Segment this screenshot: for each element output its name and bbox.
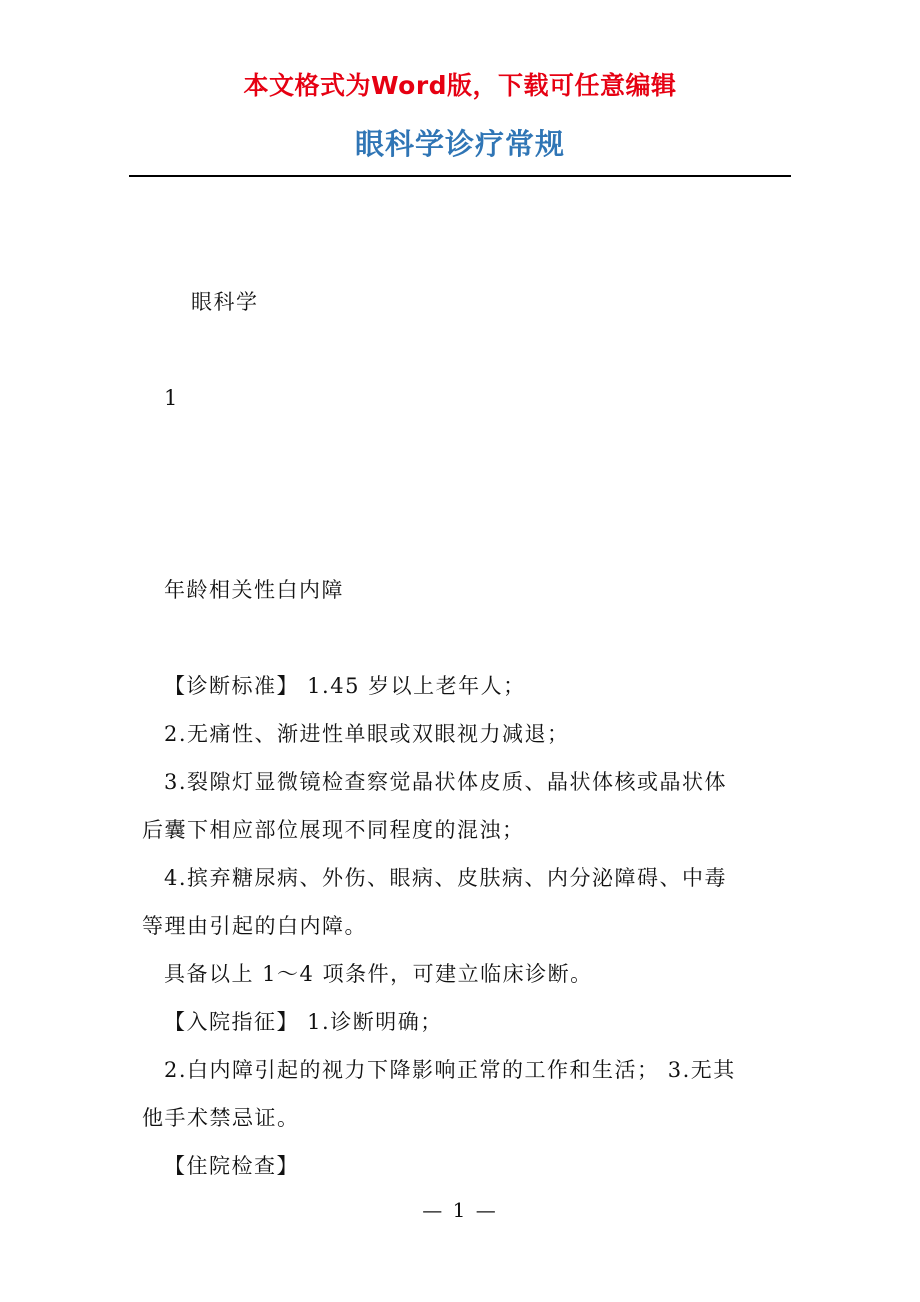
paragraph-line: 【入院指征】 1.诊断明确； [164,1010,443,1034]
chapter-number: 1 [164,386,179,410]
paragraph-line: 3.裂隙灯显微镜检查察觉晶状体皮质、晶状体核或晶状体 [164,770,728,794]
header-divider [129,175,791,177]
paragraph-line: 2.无痛性、渐进性单眼或双眼视力减退； [164,722,570,746]
paragraph-line: 2.白内障引起的视力下降影响正常的工作和生活； 3.无其 [164,1058,736,1082]
paragraph-line: 后囊下相应部位展现不同程度的混浊； [142,818,525,842]
document-title: 眼科学诊疗常规 [354,127,565,161]
paragraph-line: 等理由引起的白内障。 [142,914,367,938]
paragraph-line: 【住院检查】 [164,1154,299,1178]
page-number: — 1 — [422,1198,498,1222]
paragraph-line: 4.摈弃糖尿病、外伤、眼病、皮肤病、内分泌障碍、中毒 [164,866,728,890]
subject-heading: 眼科学 [191,290,259,314]
paragraph-line: 【诊断标准】 1.45 岁以上老年人； [164,674,526,698]
paragraph-line: 他手术禁忌证。 [142,1106,300,1130]
paragraph-line: 具备以上 1～4 项条件，可建立临床诊断。 [164,962,593,986]
download-notice-banner: 本文格式为Word版，下载可任意编辑 [243,71,677,100]
section-title: 年龄相关性白内障 [164,578,344,602]
